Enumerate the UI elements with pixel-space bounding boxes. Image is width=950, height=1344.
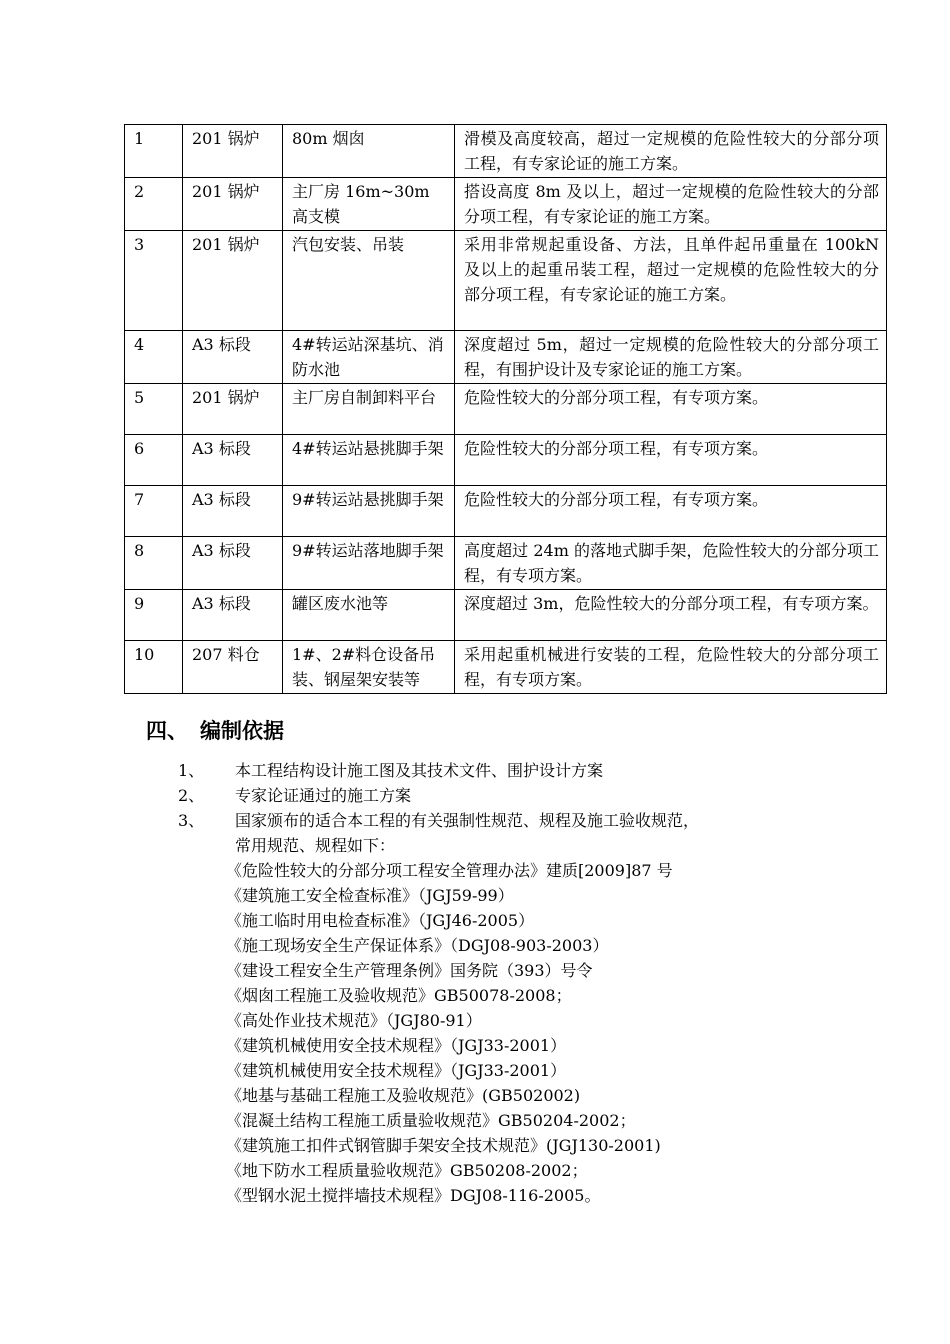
row-description: 深度超过 5m，超过一定规模的危险性较大的分部分项工程，有围护设计及专家论证的施工方案。 (455, 331, 887, 384)
row-description: 采用非常规起重设备、方法，且单件起吊重量在 100kN 及以上的起重吊装工程，超过一定规模的危险性较大的分部分项工程，有专家论证的施工方案。 (455, 231, 887, 331)
row-description: 采用起重机械进行安装的工程，危险性较大的分部分项工程，有专项方案。 (455, 641, 887, 694)
section-number: 四、 (146, 719, 188, 743)
row-number: 7 (125, 486, 183, 537)
standard-item: 《建筑施工安全检查标准》（JGJ59-99） (226, 886, 514, 905)
basis-item (0, 783, 950, 808)
row-area: 201 锅炉 (183, 178, 283, 231)
row-number: 5 (125, 384, 183, 435)
table-row (125, 537, 887, 590)
basis-item-text: 国家颁布的适合本工程的有关强制性规范、规程及施工验收规范， (235, 811, 700, 830)
standard-item: 《施工现场安全生产保证体系》（DGJ08-903-2003） (226, 936, 609, 955)
row-item: 主厂房自制卸料平台 (283, 384, 455, 435)
row-number: 4 (125, 331, 183, 384)
table-row (125, 435, 887, 486)
row-area: 201 锅炉 (183, 125, 283, 178)
standard-item: 《混凝土结构工程施工质量验收规范》GB50204-2002； (226, 1111, 636, 1130)
row-number: 2 (125, 178, 183, 231)
basis-item (0, 758, 950, 783)
row-item: 主厂房 16m~30m 高支模 (283, 178, 455, 231)
row-number: 10 (125, 641, 183, 694)
row-description: 深度超过 3m，危险性较大的分部分项工程，有专项方案。 (455, 590, 887, 641)
table-row (125, 641, 887, 694)
basis-item (0, 808, 950, 833)
standard-item: 《建筑施工扣件式钢管脚手架安全技术规范》(JGJ130-2001) (226, 1136, 661, 1155)
table-row (125, 331, 887, 384)
row-area: A3 标段 (183, 331, 283, 384)
row-area: A3 标段 (183, 435, 283, 486)
row-description: 滑模及高度较高，超过一定规模的危险性较大的分部分项工程，有专家论证的施工方案。 (455, 125, 887, 178)
standard-item: 《地基与基础工程施工及验收规范》(GB502002) (226, 1086, 581, 1105)
row-description: 危险性较大的分部分项工程，有专项方案。 (455, 435, 887, 486)
row-description: 搭设高度 8m 及以上，超过一定规模的危险性较大的分部分项工程，有专家论证的施工方案。 (455, 178, 887, 231)
row-item: 罐区废水池等 (283, 590, 455, 641)
standard-item: 《危险性较大的分部分项工程安全管理办法》建质[2009]87 号 (226, 861, 673, 880)
row-description: 高度超过 24m 的落地式脚手架，危险性较大的分部分项工程，有专项方案。 (455, 537, 887, 590)
table-row (125, 178, 887, 231)
standard-item: 《高处作业技术规范》（JGJ80-91） (226, 1011, 482, 1030)
standard-item: 《型钢水泥土搅拌墙技术规程》DGJ08-116-2005。 (226, 1186, 601, 1205)
row-item: 汽包安装、吊装 (283, 231, 455, 331)
row-area: 201 锅炉 (183, 231, 283, 331)
row-area: 201 锅炉 (183, 384, 283, 435)
standard-item: 《建设工程安全生产管理条例》国务院（393）号令 (226, 961, 593, 980)
row-area: A3 标段 (183, 486, 283, 537)
row-number: 6 (125, 435, 183, 486)
row-item: 80m 烟囱 (283, 125, 455, 178)
basis-item-text: 专家论证通过的施工方案 (235, 786, 412, 805)
standard-item: 《地下防水工程质量验收规范》GB50208-2002； (226, 1161, 588, 1180)
standards-list (0, 858, 950, 1208)
row-item: 4#转运站悬挑脚手架 (283, 435, 455, 486)
row-item: 1#、2#料仓设备吊装、钢屋架安装等 (283, 641, 455, 694)
table-row (125, 384, 887, 435)
row-area: A3 标段 (183, 537, 283, 590)
row-area: 207 料仓 (183, 641, 283, 694)
section-title: 编制依据 (200, 719, 284, 743)
basis-list (0, 758, 950, 1208)
table-row (125, 125, 887, 178)
row-item: 9#转运站落地脚手架 (283, 537, 455, 590)
section-heading (146, 716, 284, 746)
row-description: 危险性较大的分部分项工程，有专项方案。 (455, 384, 887, 435)
row-number: 9 (125, 590, 183, 641)
basis-item-number: 2、 (178, 786, 205, 805)
row-description: 危险性较大的分部分项工程，有专项方案。 (455, 486, 887, 537)
table-row (125, 486, 887, 537)
standard-item: 《建筑机械使用安全技术规程》（JGJ33-2001） (226, 1061, 567, 1080)
standard-item: 《施工临时用电检查标准》（JGJ46-2005） (226, 911, 535, 930)
basis-item-continuation: 常用规范、规程如下： (235, 836, 396, 855)
row-item: 9#转运站悬挑脚手架 (283, 486, 455, 537)
row-number: 3 (125, 231, 183, 331)
row-item: 4#转运站深基坑、消防水池 (283, 331, 455, 384)
row-area: A3 标段 (183, 590, 283, 641)
hazard-project-table (124, 124, 887, 694)
standard-item: 《建筑机械使用安全技术规程》（JGJ33-2001） (226, 1036, 567, 1055)
basis-item-number: 3、 (178, 811, 205, 830)
standard-item: 《烟囱工程施工及验收规范》GB50078-2008； (226, 986, 572, 1005)
basis-item-text: 本工程结构设计施工图及其技术文件、围护设计方案 (235, 761, 604, 780)
table-row (125, 590, 887, 641)
row-number: 1 (125, 125, 183, 178)
row-number: 8 (125, 537, 183, 590)
basis-item-number: 1、 (178, 761, 205, 780)
table-row (125, 231, 887, 331)
